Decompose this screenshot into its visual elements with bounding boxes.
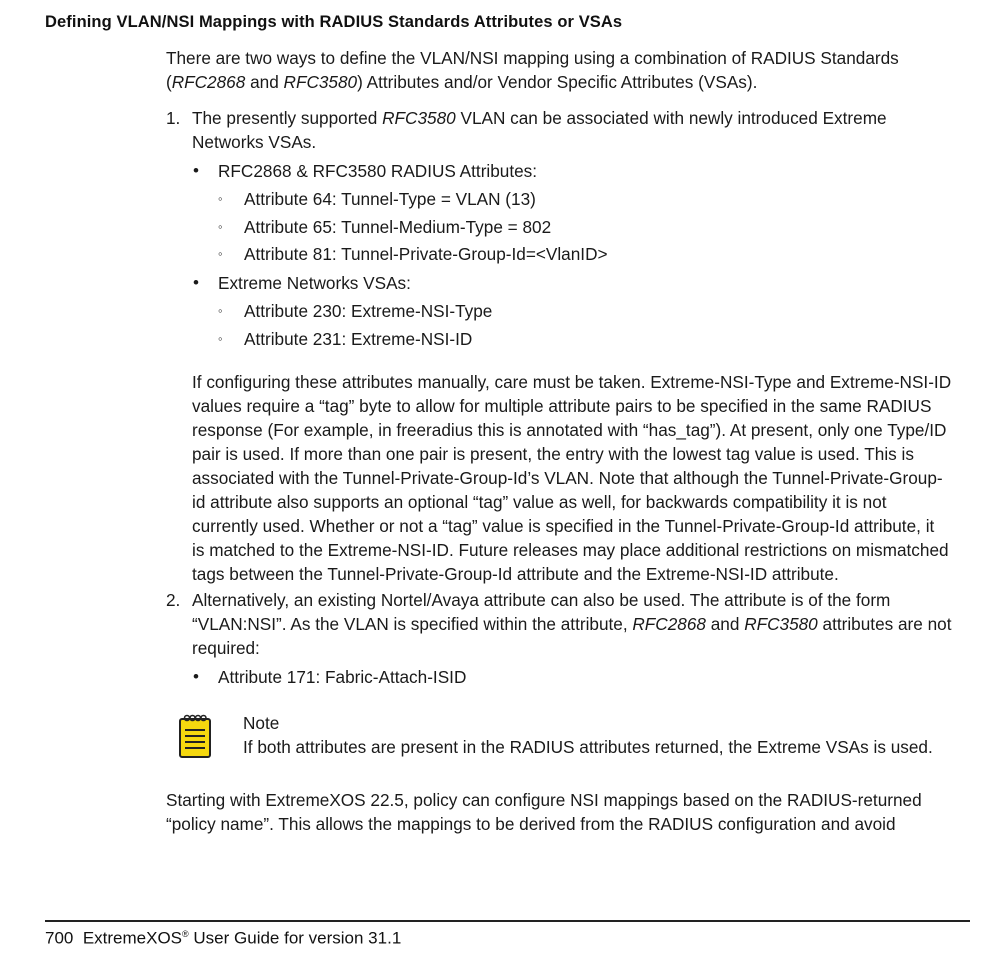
final-paragraph (166, 788, 956, 836)
item2-line-1: Alternatively, an existing Nortel/Avaya attribute can also be used. The attribute is of the form (192, 590, 891, 610)
footer-title-post: User Guide for version 31.1 (188, 928, 402, 948)
sub-bullet-icon: ◦ (218, 219, 223, 234)
bullet-icon: • (193, 273, 199, 292)
list-item-2-text (192, 588, 972, 660)
rfc2868-ref: RFC2868 (171, 72, 246, 92)
sub-item: Attribute 81: Tunnel-Private-Group-Id=<VlanID> (244, 244, 608, 264)
sub-item: Attribute 64: Tunnel-Type = VLAN (13) (244, 189, 536, 209)
sub-bullet-icon: ◦ (218, 331, 223, 346)
body-line: id attribute also supports an optional “tag” value as well, for backwards compatibility it is not (192, 492, 887, 512)
paren: ( (166, 72, 172, 92)
sub-item: Attribute 230: Extreme-NSI-Type (244, 301, 493, 321)
rfc2868-ref: RFC2868 (632, 614, 706, 634)
bullet-icon: • (193, 667, 199, 686)
final-line-2: “policy name”. This allows the mappings to be derived from the RADIUS configuration and avoid (166, 814, 896, 834)
final-line-1: Starting with ExtremeXOS 22.5, policy can configure NSI mappings based on the RADIUS-returned (166, 790, 922, 810)
body-line: pair is used. If more than one pair is present, the entry with the lowest tag value is used. This is (192, 444, 914, 464)
item2-line-2 (192, 612, 972, 636)
rfc3580-ref: RFC3580 (283, 72, 358, 92)
page-footer (45, 922, 401, 951)
note-text: If both attributes are present in the RADIUS attributes returned, the Extreme VSAs is used. (243, 737, 933, 757)
intro-paragraph (166, 46, 966, 94)
body-line: tags between the Tunnel-Private-Group-Id attribute and the Extreme-NSI-ID attribute. (192, 564, 839, 584)
body-line: currently used. Whether or not a “tag” value is specified in the Tunnel-Private-Group-Id attribute, it (192, 516, 935, 536)
and-text: and (705, 614, 745, 634)
page-number: 700 (45, 928, 74, 948)
sub-item: Attribute 231: Extreme-NSI-ID (244, 329, 473, 349)
intro-line-1: There are two ways to define the VLAN/NSI mapping using a combination of RADIUS Standards (166, 48, 899, 68)
sub-bullet-icon: ◦ (218, 246, 223, 261)
and-text: and (245, 72, 284, 92)
bullet-label-rfc: RFC2868 & RFC3580 RADIUS Attributes: (218, 161, 538, 181)
item1-pre: The presently supported (192, 108, 383, 128)
footer-title-pre: ExtremeXOS (82, 928, 183, 948)
note-title: Note (243, 713, 280, 733)
list-item-1-text (192, 106, 972, 154)
item2-line2-pre: “VLAN:NSI”. As the VLAN is specified within the attribute, (192, 614, 633, 634)
notepad-icon (178, 713, 212, 759)
item2-line2-post: attributes are not (817, 614, 952, 634)
body-line: is matched to the Extreme-NSI-ID. Future releases may place additional restrictions on mismatched (192, 540, 949, 560)
bullet-icon: • (193, 161, 199, 180)
list-number-2: 2. (166, 590, 181, 610)
section-heading: Defining VLAN/NSI Mappings with RADIUS Standards Attributes or VSAs (45, 13, 623, 31)
intro-rest: ) Attributes and/or Vendor Specific Attributes (VSAs). (357, 72, 758, 92)
registered-mark: ® (182, 929, 189, 939)
sub-bullet-icon: ◦ (218, 191, 223, 206)
body-line: If configuring these attributes manually, care must be taken. Extreme-NSI-Type and Extreme-NSI-ID (192, 372, 952, 392)
item2-line-3: required: (192, 638, 260, 658)
bullet-label-extreme: Extreme Networks VSAs: (218, 273, 411, 293)
item1-line-1 (192, 106, 972, 130)
body-line: values require a “tag” byte to allow for multiple attribute pairs to be specified in the same RADIUS (192, 396, 932, 416)
body-line: associated with the Tunnel-Private-Group-Id’s VLAN. Note that although the Tunnel-Private-Group- (192, 468, 943, 488)
list-number-1: 1. (166, 108, 181, 128)
intro-line-2 (166, 70, 966, 94)
sub-item: Attribute 65: Tunnel-Medium-Type = 802 (244, 217, 552, 237)
sub-bullet-icon: ◦ (218, 303, 223, 318)
item1-post: VLAN can be associated with newly introduced Extreme (455, 108, 887, 128)
rfc3580-ref: RFC3580 (382, 108, 456, 128)
item1-body-paragraph (192, 370, 967, 586)
rfc3580-ref: RFC3580 (744, 614, 818, 634)
body-line: response (For example, in freeradius this is annotated with “has_tag”). At present, only one Type/ID (192, 420, 947, 440)
bullet-label-fabric: Attribute 171: Fabric-Attach-ISID (218, 667, 467, 687)
item1-line-2: Networks VSAs. (192, 132, 317, 152)
